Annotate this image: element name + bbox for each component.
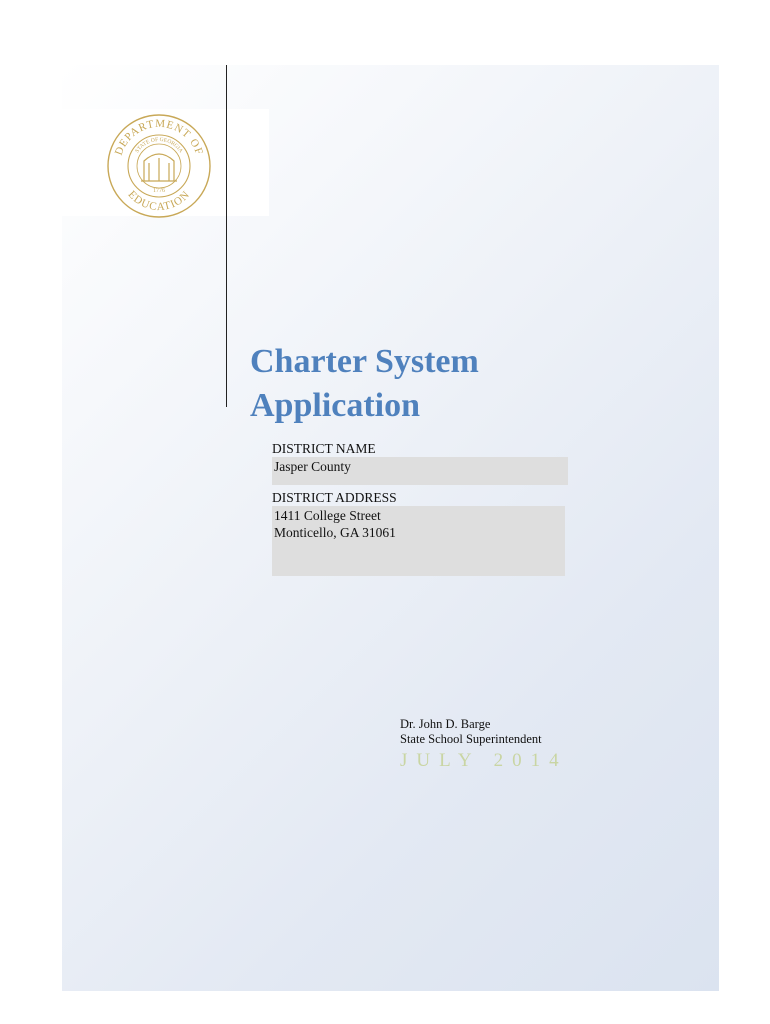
seal-year: 1776: [153, 188, 165, 194]
address-line-2: Monticello, GA 31061: [274, 525, 396, 540]
district-address-field[interactable]: [272, 506, 565, 576]
district-name-value: Jasper County: [274, 459, 351, 474]
address-line-1: 1411 College Street: [274, 508, 381, 523]
vertical-divider: [226, 65, 227, 407]
district-name-field[interactable]: [272, 457, 568, 485]
seal-top-text: DEPARTMENT OF: [112, 117, 206, 157]
district-address-label: DISTRICT ADDRESS: [272, 490, 397, 505]
georgia-doe-seal-logo: [106, 113, 212, 219]
title-line-1: Charter System: [250, 343, 479, 380]
signatory-name: Dr. John D. Barge: [400, 717, 491, 731]
publication-date: JULY 2014: [400, 750, 568, 771]
title-line-2: Application: [250, 387, 421, 424]
district-name-label: DISTRICT NAME: [272, 441, 376, 456]
page-title: [250, 340, 479, 428]
signatory-role: State School Superintendent: [400, 732, 542, 746]
seal-inner-text: STATE OF GEORGIA: [134, 136, 184, 155]
seal-bottom-text: EDUCATION: [125, 188, 193, 214]
svg-text:STATE OF GEORGIA: [134, 137, 183, 154]
